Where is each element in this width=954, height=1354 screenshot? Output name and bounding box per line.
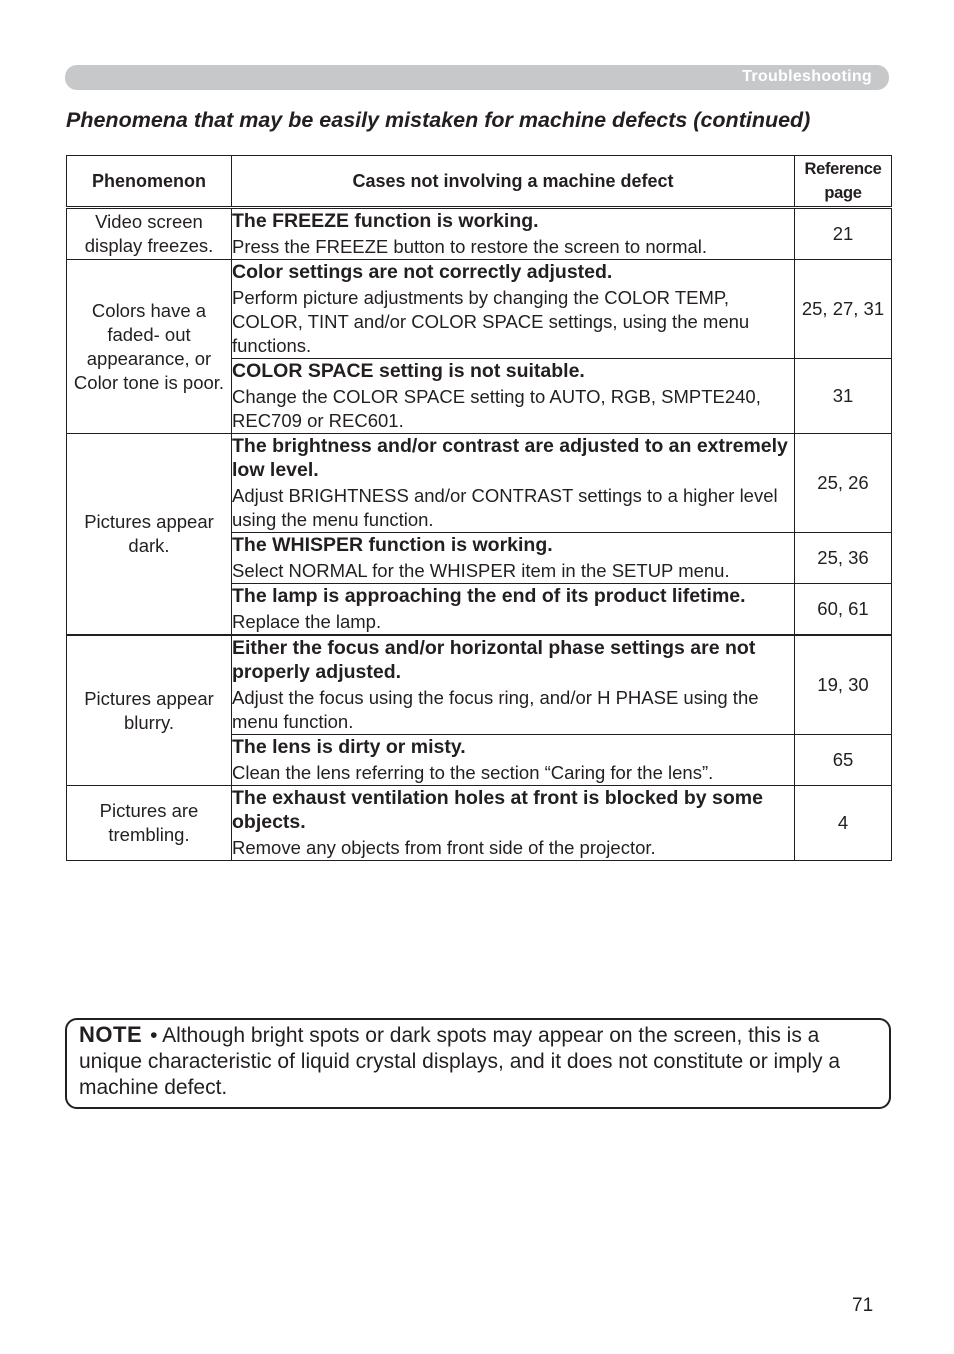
- case-description: Select NORMAL for the WHISPER item in the SETUP menu.: [232, 560, 730, 581]
- case-cell: [232, 260, 795, 359]
- case-description: Replace the lamp.: [232, 611, 382, 632]
- case-cell: [232, 735, 795, 786]
- case-description: Press the FREEZE button to restore the screen to normal.: [232, 236, 708, 257]
- reference-cell: 25, 36: [795, 533, 892, 584]
- case-cell: [232, 208, 795, 260]
- phenomenon-cell: Colors have a faded- out appearance, or Color tone is poor.: [67, 260, 232, 434]
- case-title: The brightness and/or contrast are adjusted to an extremely low level.: [232, 435, 788, 481]
- case-cell: [232, 533, 795, 584]
- table-row: [67, 786, 892, 861]
- case-cell: [232, 635, 795, 735]
- note-text: • Although bright spots or dark spots may appear on the screen, this is a unique characteristic of liquid crystal displays, and it does not constitute or imply a machine defect.: [79, 1024, 841, 1099]
- case-description: Perform picture adjustments by changing the COLOR TEMP, COLOR, TINT and/or COLOR SPACE settings, using the menu functions.: [232, 287, 750, 356]
- column-header-cases: Cases not involving a machine defect: [232, 156, 795, 208]
- reference-cell: 60, 61: [795, 584, 892, 636]
- case-description: Adjust BRIGHTNESS and/or CONTRAST settings to a higher level using the menu function.: [232, 485, 778, 530]
- phenomenon-cell: Video screen display freezes.: [67, 208, 232, 260]
- page-heading: Phenomena that may be easily mistaken for machine defects (continued): [66, 108, 811, 132]
- case-description: Clean the lens referring to the section “Caring for the lens”.: [232, 762, 714, 783]
- column-header-reference: Reference page: [795, 156, 892, 208]
- case-title: The FREEZE function is working.: [232, 210, 539, 232]
- table-row: [67, 434, 892, 533]
- reference-cell: 4: [795, 786, 892, 861]
- reference-cell: 25, 26: [795, 434, 892, 533]
- case-description: Remove any objects from front side of the projector.: [232, 837, 656, 858]
- reference-cell: 21: [795, 208, 892, 260]
- case-cell: [232, 434, 795, 533]
- case-title: The WHISPER function is working.: [232, 534, 553, 556]
- case-title: The exhaust ventilation holes at front is blocked by some objects.: [232, 787, 763, 833]
- table-row: [67, 635, 892, 735]
- troubleshooting-table: [66, 155, 892, 861]
- phenomenon-cell: Pictures appear dark.: [67, 434, 232, 636]
- phenomenon-cell: Pictures appear blurry.: [67, 635, 232, 786]
- column-header-phenomenon: Phenomenon: [67, 156, 232, 208]
- page-number: 71: [852, 1295, 874, 1316]
- section-header-bar: [65, 65, 889, 90]
- case-title: Color settings are not correctly adjusted.: [232, 261, 613, 283]
- case-title: The lamp is approaching the end of its product lifetime.: [232, 585, 746, 607]
- case-title: The lens is dirty or misty.: [232, 736, 466, 758]
- note-box: [65, 1018, 891, 1109]
- case-title: COLOR SPACE setting is not suitable.: [232, 360, 585, 382]
- phenomenon-cell: Pictures are trembling.: [67, 786, 232, 861]
- section-label: Troubleshooting: [742, 68, 872, 85]
- case-cell: [232, 584, 795, 636]
- table-header-row: [67, 156, 892, 208]
- table-row: [67, 208, 892, 260]
- case-description: Adjust the focus using the focus ring, and/or H PHASE using the menu function.: [232, 687, 759, 732]
- reference-cell: 31: [795, 359, 892, 434]
- case-description: Change the COLOR SPACE setting to AUTO, RGB, SMPTE240, REC709 or REC601.: [232, 386, 761, 431]
- case-cell: [232, 786, 795, 861]
- case-cell: [232, 359, 795, 434]
- note-label: NOTE: [79, 1022, 143, 1047]
- case-title: Either the focus and/or horizontal phase settings are not properly adjusted.: [232, 637, 756, 683]
- reference-cell: 65: [795, 735, 892, 786]
- reference-cell: 25, 27, 31: [795, 260, 892, 359]
- table-row: [67, 260, 892, 359]
- reference-cell: 19, 30: [795, 635, 892, 735]
